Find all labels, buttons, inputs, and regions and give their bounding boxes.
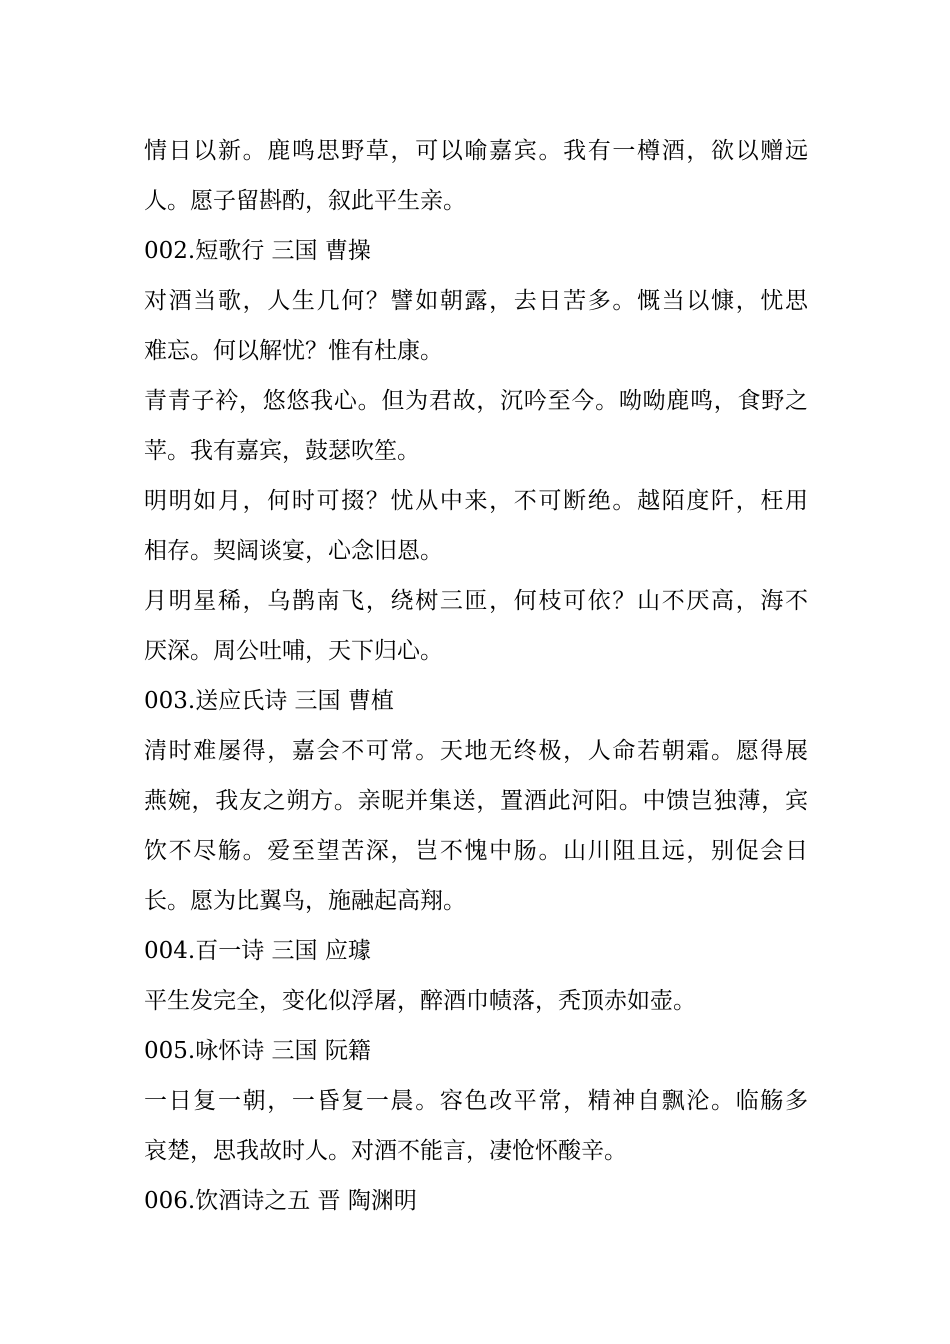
text-line: 厌深。周公吐哺，天下归心。 (144, 638, 443, 664)
section-heading: 003.送应氏诗 三国 曹植 (144, 688, 394, 714)
text-line: 明明如月，何时可掇？忧从中来，不可断绝。越陌度阡，枉用 (144, 488, 808, 514)
text-line: 苹。我有嘉宾，鼓瑟吹笙。 (144, 438, 420, 464)
text-line: 清时难屡得，嘉会不可常。天地无终极，人命若朝霜。愿得展 (144, 738, 808, 764)
text-line: 人。愿子留斟酌，叙此平生亲。 (144, 188, 466, 214)
text-line: 哀楚，思我故时人。对酒不能言，凄怆怀酸辛。 (144, 1138, 627, 1164)
text-line: 对酒当歌，人生几何？譬如朝露，去日苦多。慨当以慷，忧思 (144, 288, 808, 314)
section-heading: 006.饮酒诗之五 晋 陶渊明 (144, 1188, 417, 1214)
text-line: 相存。契阔谈宴，心念旧恩。 (144, 538, 443, 564)
section-heading: 004.百一诗 三国 应璩 (144, 938, 371, 964)
section-heading: 002.短歌行 三国 曹操 (144, 238, 371, 264)
text-line: 青青子衿，悠悠我心。但为君故，沉吟至今。呦呦鹿鸣，食野之 (144, 388, 808, 414)
text-line: 难忘。何以解忧？惟有杜康。 (144, 338, 443, 364)
document-page (144, 126, 808, 1226)
text-line: 饮不尽觞。爱至望苦深，岂不愧中肠。山川阻且远，别促会日 (144, 838, 808, 864)
text-line: 一日复一朝，一昏复一晨。容色改平常，精神自飘沦。临觞多 (144, 1088, 808, 1114)
text-line: 月明星稀，乌鹊南飞，绕树三匝，何枝可依？山不厌高，海不 (144, 588, 808, 614)
text-line: 燕婉，我友之朔方。亲昵并集送，置酒此河阳。中馈岂独薄，宾 (144, 788, 808, 814)
text-line: 长。愿为比翼鸟，施融起高翔。 (144, 888, 466, 914)
section-heading: 005.咏怀诗 三国 阮籍 (144, 1038, 371, 1064)
text-line: 情日以新。鹿鸣思野草，可以喻嘉宾。我有一樽酒，欲以赠远 (144, 138, 808, 164)
text-line: 平生发完全，变化似浮屠，醉酒巾帻落，秃顶赤如壶。 (144, 988, 696, 1014)
